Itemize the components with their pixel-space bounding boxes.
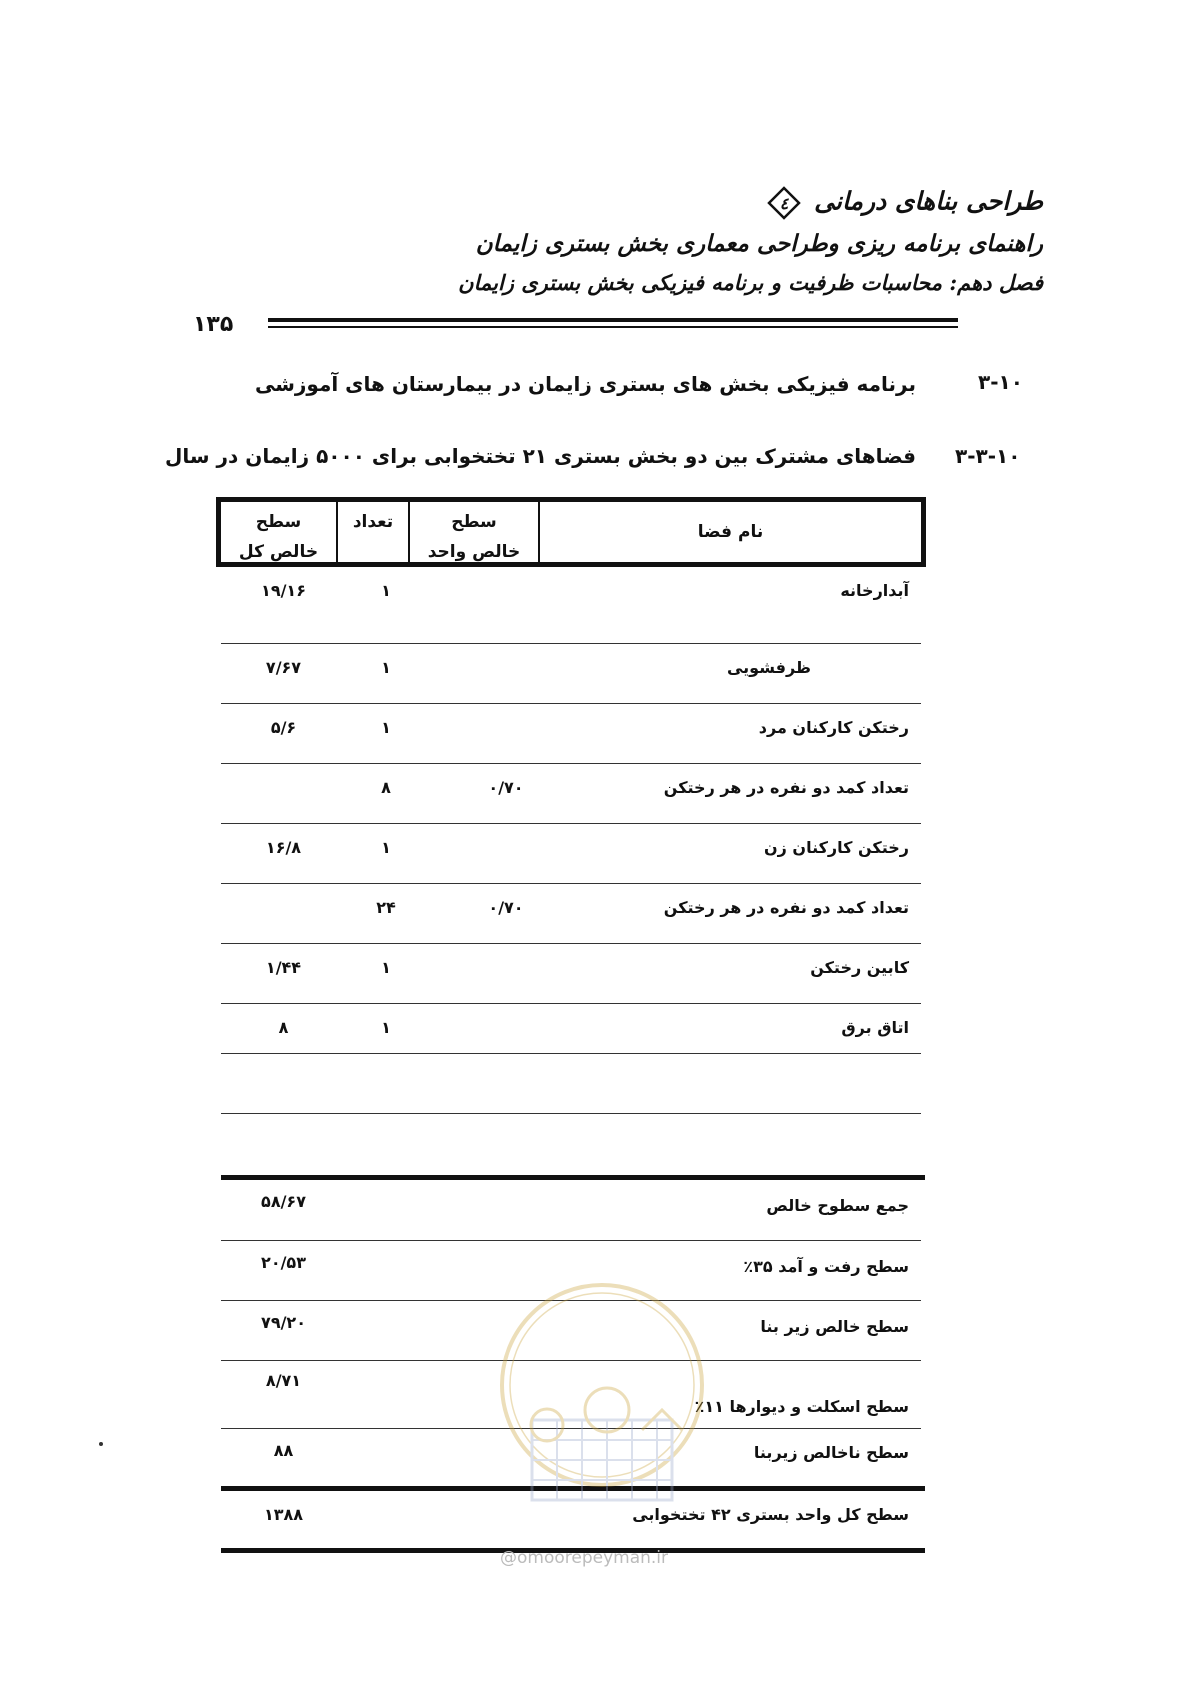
table-row (221, 824, 921, 884)
table-header (216, 497, 926, 567)
cell-space-name: ظرفشویی (726, 658, 811, 677)
cell-count: ۱ (381, 958, 391, 977)
table-row (221, 1004, 921, 1054)
cell-space-name: رختکن کارکنان زن (763, 838, 909, 857)
header-space-name-label: نام فضا (697, 522, 764, 542)
series-diamond-icon (767, 186, 801, 220)
header-rule-thin (268, 326, 958, 328)
cell-total-area: ۸ (278, 1018, 289, 1037)
section-title: برنامه فیزیکی بخش های بستری زایمان در بیمارستان های آموزشی (255, 372, 916, 396)
header-total-area-l1: سطح (255, 512, 302, 532)
header-count (336, 502, 408, 562)
cell-count: ۲۴ (376, 898, 396, 917)
book-subtitle: راهنمای برنامه ریزی وطراحی معماری بخش بستری زایمان (475, 230, 1043, 257)
summary-value: ۸/۷۱ (265, 1371, 302, 1390)
summary-label: جمع سطوح خالص (766, 1196, 909, 1215)
summary-value: ۲۰/۵۳ (261, 1253, 306, 1272)
total-value: ۱۳۸۸ (263, 1505, 304, 1524)
table-row (221, 1114, 921, 1174)
total-label: سطح کل واحد بستری ۴۲ تختخوابی (632, 1505, 909, 1524)
cell-count: ۱ (381, 581, 391, 600)
book-title (763, 186, 1043, 220)
watermark-text: @omoorepeyman.ir (500, 1548, 669, 1568)
summary-value: ۵۸/۶۷ (261, 1192, 306, 1211)
cell-count: ۱ (381, 718, 391, 737)
cell-count: ۸ (381, 778, 391, 797)
cell-total-area: ۱/۴۴ (265, 958, 302, 977)
summary-label: سطح رفت و آمد ۳۵٪ (743, 1257, 909, 1276)
cell-space-name: رختکن کارکنان مرد (758, 718, 909, 737)
cell-count: ۱ (381, 1018, 391, 1037)
cell-count: ۱ (381, 658, 391, 677)
header-unit-area-l1: سطح (451, 512, 497, 532)
cell-total-area: ۷/۶۷ (265, 658, 302, 677)
cell-total-area: ۵/۶ (270, 718, 297, 737)
table-row (221, 764, 921, 824)
subsection-number: ۳-۳-۱۰ (955, 444, 1021, 468)
header-rule-thick (268, 318, 958, 322)
summary-value: ۸۸ (273, 1441, 294, 1460)
table-row (221, 1054, 921, 1114)
summary-label: سطح ناخالص زیربنا (753, 1443, 909, 1462)
header-space-name (538, 502, 921, 562)
summary-label: سطح خالص زیر بنا (760, 1317, 909, 1336)
cell-space-name: اتاق برق (841, 1018, 909, 1037)
watermark-emblem (492, 1270, 712, 1520)
subsection-title: فضاهای مشترک بین دو بخش بستری ۲۱ تختخوابی برای ۵۰۰۰ زایمان در سال (165, 444, 916, 468)
summary-value: ۷۹/۲۰ (261, 1313, 306, 1332)
table-row (221, 884, 921, 944)
header-count-label: تعداد (352, 512, 394, 532)
book-title-text: طراحی بناهای درمانی (814, 186, 1043, 216)
table-row (221, 644, 921, 704)
page-number: ۱۳۵ (193, 312, 234, 337)
header-total-area-l2: خالص کل (238, 542, 319, 562)
cell-total-area: ۱۹/۱۶ (261, 581, 306, 600)
cell-unit-area: ۰/۷۰ (488, 778, 524, 797)
scan-speck (99, 1442, 103, 1446)
summary-label: سطح اسکلت و دیوارها ۱۱٪ (694, 1397, 909, 1416)
cell-total-area: ۱۶/۸ (265, 838, 302, 857)
table-row (221, 567, 921, 644)
cell-space-name: کابین رختکن (810, 958, 909, 977)
header-unit-area-l2: خالص واحد (427, 542, 521, 562)
header-unit-area (408, 502, 538, 562)
cell-count: ۱ (381, 838, 391, 857)
table-row (221, 704, 921, 764)
table-row (221, 944, 921, 1004)
chapter-title: فصل دهم: محاسبات ظرفیت و برنامه فیزیکی بخش بستری زایمان (458, 270, 1043, 295)
section-number: ۳-۱۰ (978, 370, 1023, 394)
cell-space-name: تعداد کمد دو نفره در هر رختکن (663, 898, 909, 917)
cell-space-name: آبدارخانه (840, 581, 909, 600)
summary-row (221, 1180, 921, 1241)
cell-unit-area: ۰/۷۰ (488, 898, 524, 917)
header-total-area (221, 502, 336, 562)
series-number: ٤ (780, 194, 789, 213)
cell-space-name: تعداد کمد دو نفره در هر رختکن (663, 778, 909, 797)
